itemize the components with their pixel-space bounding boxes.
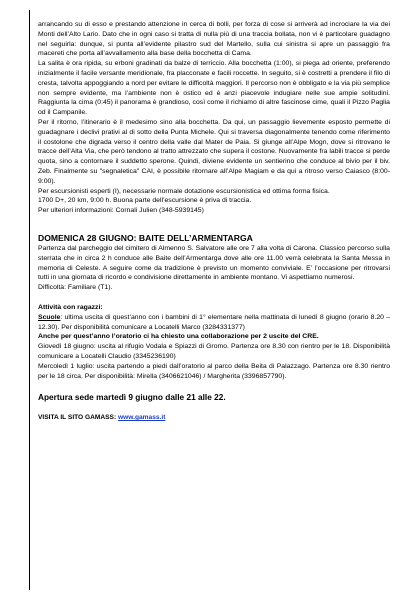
event-difficulty: Difficoltà: Familiare (T1). (38, 284, 113, 292)
visit-label: VISITA IL SITO GAMASS: (38, 414, 118, 422)
page-content (38, 20, 390, 423)
event-title: DOMENICA 28 GIUGNO: BAITE DELL’ARMENTARGA (38, 232, 253, 243)
hike-paragraph: Per escursionisti esperti (I), necessarie normale dotazione escursionistica ed ottima forma fisica. (38, 187, 330, 195)
website-link[interactable]: www.gamass.it (118, 414, 166, 422)
scuole-label: Scuole (38, 313, 61, 321)
left-margin-rule (29, 10, 30, 590)
youth-heading: Attività con ragazzi: (38, 303, 103, 311)
cre-mercoledi: Mercoledì 1 luglio: uscita partendo a piedi dall’oratorio al parco della Beita di Palazzago. Partenza ore 8.30 rientro per le 18 circa. Per disponibilità: Mirella (3406621046) / Margherita (3396857790). (38, 362, 390, 380)
hike-paragraph: 1700 D+, 20 km, 9:00 h. Buona parte dell’escursione è priva di traccia. (38, 197, 252, 205)
cre-notice: Anche per quest’anno l’oratorio ci ha chiesto una collaborazione per 2 uscite del CRE. (38, 333, 319, 341)
hike-paragraph: arrancando su di esso e prestando attenzione in cerca di bolli, per forza di cose si arriverà ad incrociare la via dei Monti dell’Alto Lario. Dato che in ogni caso si tratta di nulla più di una traccia bollata, non vi è particolare guadagno nel seguirla: dunque, si punta all’evidente pilastro sud del Martello, sulla cui sinistra si apre un passaggio fra macereti che porta all’avvallamento alla base della bocchetta di Cama. (38, 21, 390, 58)
hike-paragraph: Per il ritorno, l’itinerario è il medesimo sino alla bocchetta. Da qui, un passaggio lievemente esposto permette di guadagnare i declivi prativi al di sotto della Punta Michele. Qui si traversa diagonalmente tenendo come riferimento il costolone che digrada verso il centro della valle dal Mater de Paia. Si giunge all’Alpe Mogn, dove si ritrovano le tracce dell’Alta Via, che però tendono al tratto attrezzato che supera il costone. Nuovamente fra labili tracce si perde quota, sino a contornare il suddetto sperone. Quindi, diviene evidente un sentierino che conduce al bivio per il biv. Zeb. Finalmente su "segnaletica" CAI, è possibile ritornare all’Alpe Magiam e da qui a ritroso verso Caiasco (8:00-9:00). (38, 118, 390, 185)
visit-site (38, 413, 390, 423)
hike-contact: Per ulteriori informazioni: Cornali Julien (348-5939145) (38, 207, 204, 215)
opening-hours: Apertura sede martedì 9 giugno dalle 21 alle 22. (38, 392, 226, 403)
event-description: Partenza dal parcheggio del cimitero di Almenno S. Salvatore alle ore 7 alla volta di Carona. Classico percorso sulla sterrata che in circa 2 h conduce alle Baite dell’Armentarga dove alle ore 11.00 verrà celebrata la Santa Messa in memoria di Celeste. A seguire come da tradizione è previsto un momento conviviale. E’ l’occasione per ritrovarsi tutti in una giornata di ricordo e condivisione direttamente in ambiente montano. Vi aspettiamo numerosi. (38, 244, 390, 282)
youth-scuole (38, 313, 390, 333)
scuole-text: : ultima uscita di quest’anno con i bambini di 1° elementare nella mattinata di lunedì 8 giugno (orario 8.20 – 12.30). Per disponibilità comunicare a Locatelli Marco (3284331377) (38, 313, 390, 331)
cre-giovedi: Giovedì 18 giugno: uscita al rifugio Vodala e Spiazzi di Gromo. Partenza ore 8.30 con rientro per le 18. Disponibilità comunicare a Locatelli Claudio (3345236190) (38, 343, 390, 360)
hike-paragraph: La salita è ora ripida, su erboni gradinati da balze di terriccio. Alla bocchetta (1:00), si piega ad oriente, preferendo inizialmente il facile versante meridionale, fra placconate e facili roccette. In seguito, si è costretti a prendere il filo di cresta, talvolta appoggiando a nord per evitare le difficoltà maggiori. Il percorso non è obbligato e la via più semplice non sempre evidente, ma l’ambiente non è ostico ed è anzi piacevole indugiare nelle sue ampie solitudini. Raggiunta la cima (0:45) il panorama è grandioso, così come il richiamo di altre fascinose cime, quali il Pizzo Paglia od il Campanile. (38, 60, 390, 117)
